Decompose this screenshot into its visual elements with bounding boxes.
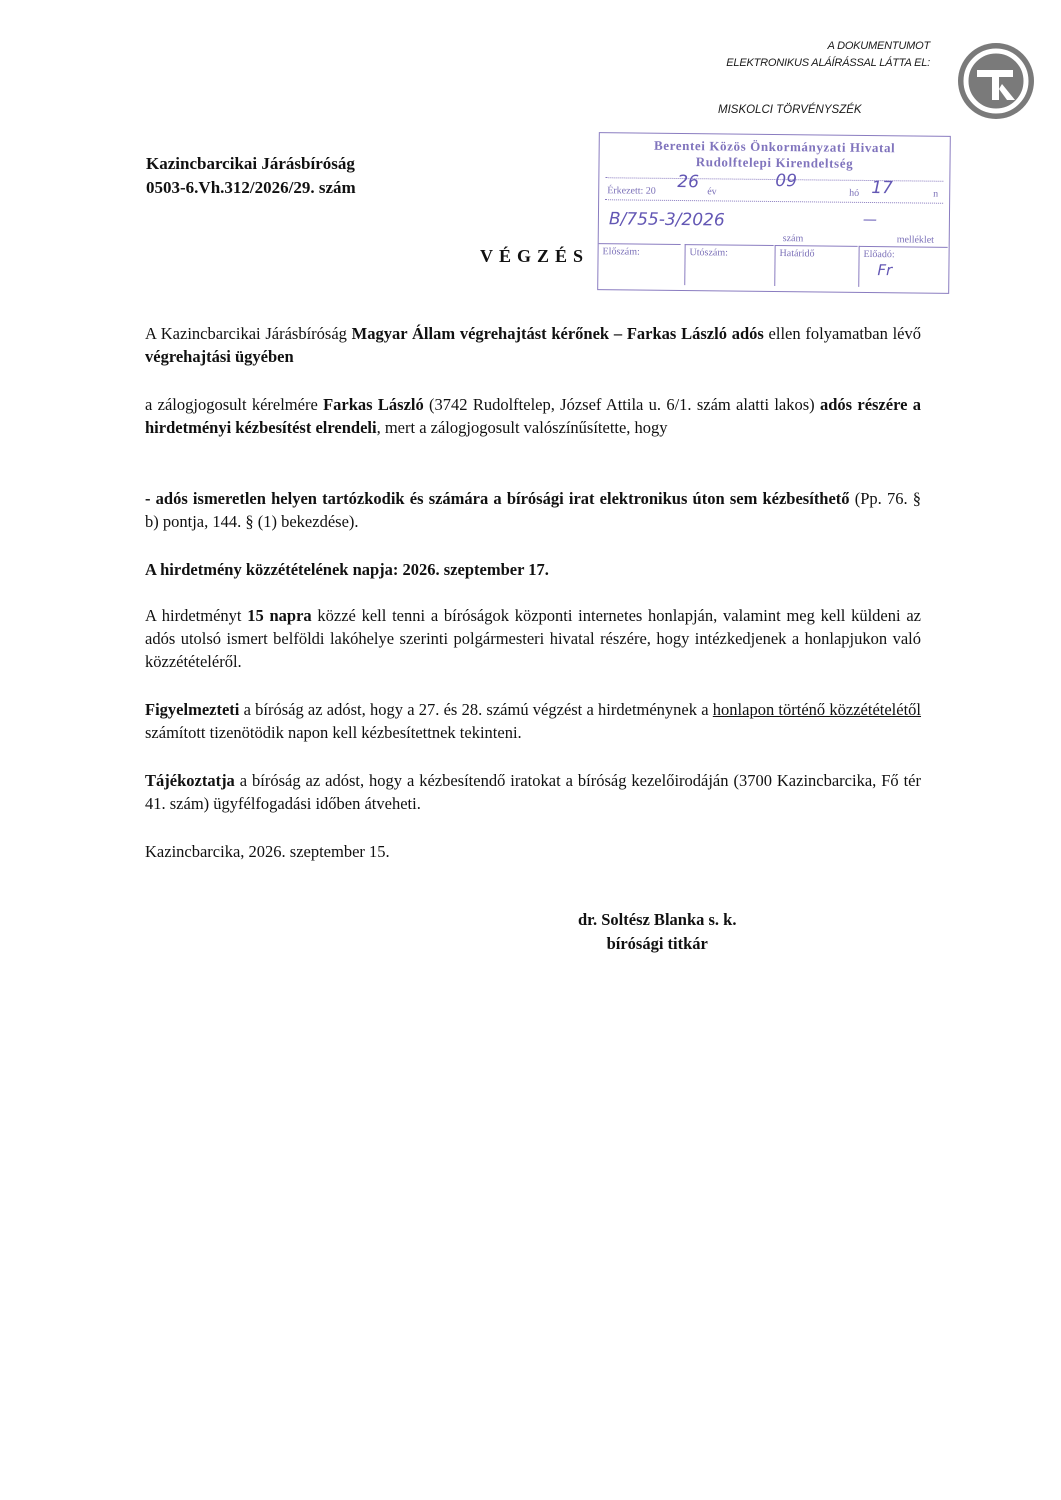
paragraph-case-intro: A Kazincbarcikai Járásbíróság Magyar Állam végrehajtást kérőnek – Farkas László adós ellen folyamatban lévő végrehajtási ügyében xyxy=(145,324,921,366)
stamp-attachment-label: melléklet xyxy=(896,234,935,246)
stamp-year-label: év xyxy=(707,186,717,198)
document-header xyxy=(146,152,356,200)
place-and-date: Kazincbarcika, 2026. szeptember 15. xyxy=(145,842,390,861)
document-title: VÉGZÉS xyxy=(480,246,590,266)
issuing-court: Kazincbarcikai Járásbíróság xyxy=(146,154,355,173)
stamp-cell-label: Előadó: xyxy=(863,248,895,261)
signing-court: MISKOLCI TÖRVÉNYSZÉK xyxy=(718,104,862,116)
paragraph-warning: Figyelmezteti a bíróság az adóst, hogy a 27. és 28. számú végzést a hirdetménynek a honlapon történő közzétételétől számított tizenötödik napon kell kézbesítettnek tekinteni. xyxy=(145,700,922,742)
stamp-day-label: n xyxy=(933,188,939,200)
signer-block xyxy=(578,908,736,956)
stamp-received-month: 09 xyxy=(775,171,798,192)
stamp-received-year: 26 xyxy=(677,171,700,193)
stamp-received-label: Érkezett: 20 xyxy=(607,185,656,197)
stamp-office xyxy=(599,137,949,173)
registration-stamp xyxy=(597,132,951,294)
e-signature-line2: ELEKTRONIKUS ALÁÍRÁSSAL LÁTTA EL: xyxy=(726,57,930,69)
stamp-month-label: hó xyxy=(849,187,860,199)
stamp-attachment-value: — xyxy=(862,211,878,229)
stamp-cell-next xyxy=(684,244,773,286)
e-signature-line1: A DOKUMENTUMOT xyxy=(827,40,930,52)
court-seal-logo-icon xyxy=(955,40,1037,122)
signer-role: bírósági titkár xyxy=(606,934,708,953)
stamp-cell-label: Utószám: xyxy=(689,247,728,259)
stamp-assignee: Fr xyxy=(877,261,893,280)
stamp-number-label: szám xyxy=(782,233,804,245)
stamp-office-line1: Berentei Közös Önkormányzati Hivatal xyxy=(653,137,896,156)
paragraph-publication-terms: A hirdetményt 15 napra közzé kell tenni a bíróságok központi internetes honlapján, valamint meg kell küldeni az adós utolsó ismert belföldi lakóhelye szerinti polgármesteri hivatal részére, hogy intézkedjenek a honlapjukon való közzétételéről. xyxy=(145,606,921,671)
signer-name: dr. Soltész Blanka s. k. xyxy=(578,910,737,929)
paragraph-reason: - adós ismeretlen helyen tartózkodik és számára a bírósági irat elektronikus úton sem kézbesíthető (Pp. 76. § b) pontja, 144. § (1) bekezdése). xyxy=(145,489,921,531)
paragraph-information: Tájékoztatja a bíróság az adóst, hogy a kézbesítendő iratokat a bíróság kezelőirodáján (3700 Kazincbarcika, Fő tér 41. szám) ügyfélfogadási időben átveheti. xyxy=(145,771,921,813)
stamp-cell-label: Előszám: xyxy=(602,246,640,258)
stamp-received-day: 17 xyxy=(871,178,894,199)
stamp-cell-deadline xyxy=(774,245,857,287)
paragraph-publication-date: A hirdetmény közzétételének napja: 2026. szeptember 17. xyxy=(145,560,549,579)
stamp-cell-prior xyxy=(598,243,680,285)
e-signature-note xyxy=(690,38,930,72)
stamp-cell-assignee xyxy=(858,246,947,288)
case-number: 0503-6.Vh.312/2026/29. szám xyxy=(146,178,356,197)
paragraph-order: a zálogjogosult kérelmére Farkas László (3742 Rudolftelep, József Attila u. 6/1. szám alatti lakos) adós részére a hirdetményi kézbesítést elrendeli, mert a zálogjogosult valószínűsítette, hogy xyxy=(145,395,921,437)
stamp-office-line2: Rudolftelepi Kirendeltség xyxy=(695,154,854,171)
stamp-file-number: B/755-3/2026 xyxy=(608,209,725,231)
stamp-cell-label: Határidő xyxy=(779,248,815,260)
